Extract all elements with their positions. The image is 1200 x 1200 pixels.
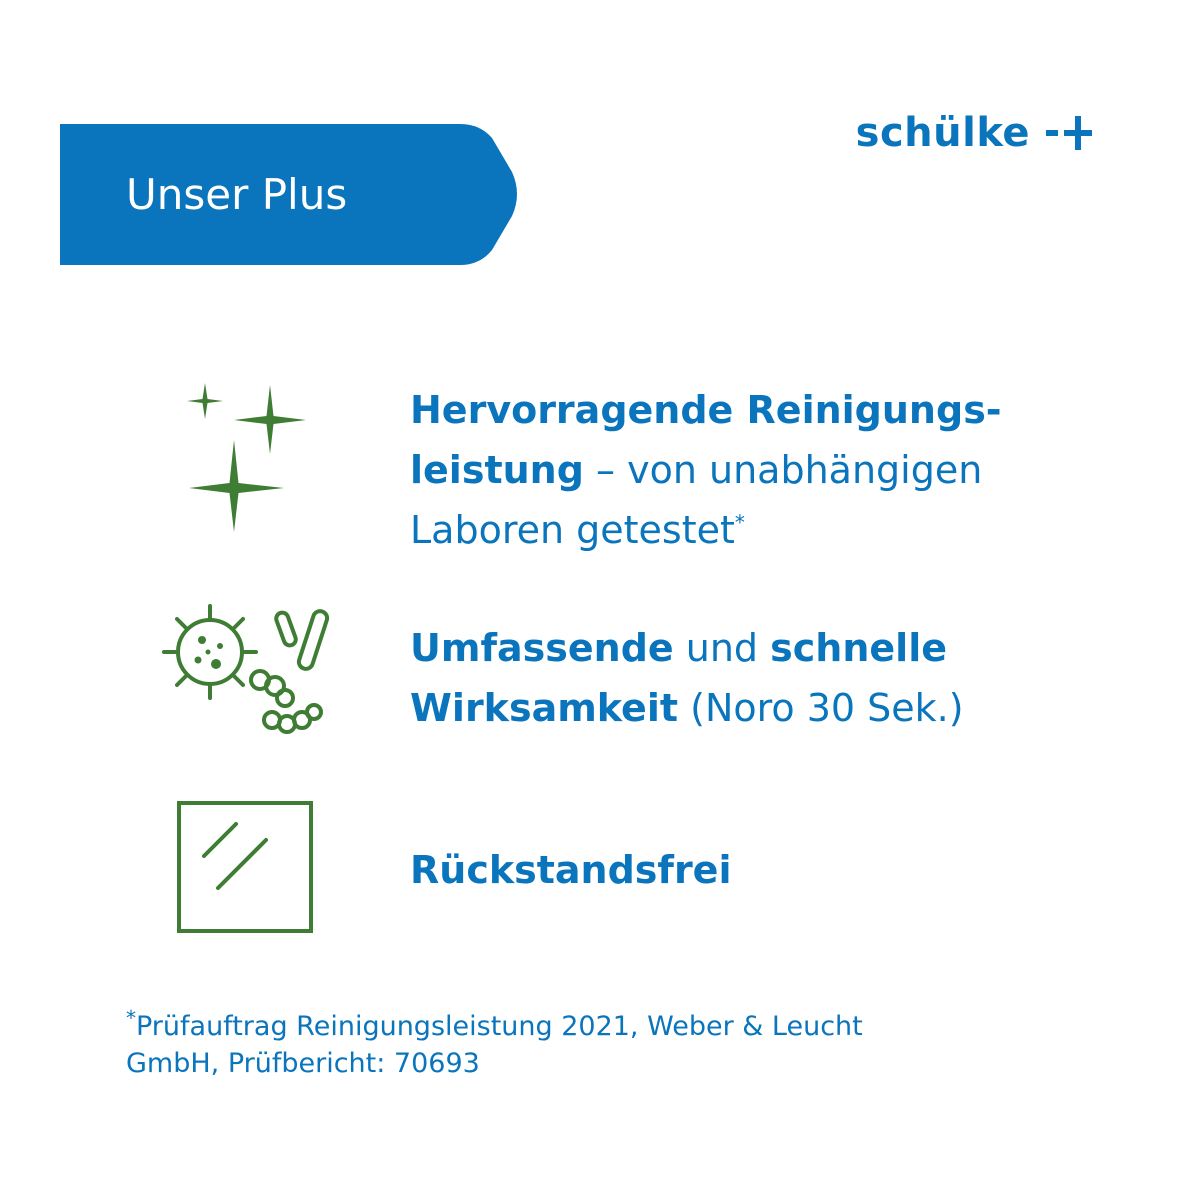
- footnote: [126, 1008, 1026, 1082]
- footnote-line-2: GmbH, Prüfbericht: 70693: [126, 1048, 480, 1079]
- germs-icon: [160, 600, 330, 740]
- brand-logo: [856, 108, 1092, 158]
- feature-cleaning: [0, 380, 1200, 550]
- logo-wordmark: schülke: [855, 110, 1030, 156]
- feature-residue-free: [0, 800, 1200, 935]
- sparkle-icon: [180, 380, 320, 540]
- feature-efficacy-bold-3: Wirksamkeit: [410, 686, 679, 730]
- feature-residue-free-text: [410, 840, 1110, 900]
- banner-title: Unser Plus: [126, 170, 348, 219]
- feature-cleaning-bold-1: Hervorragende Reinigungs-: [410, 388, 1002, 432]
- feature-efficacy-text: [410, 618, 1110, 738]
- feature-efficacy-bold-1: Umfassende: [410, 626, 674, 670]
- feature-efficacy-bold-2: schnelle: [770, 626, 948, 670]
- footnote-mark: *: [126, 1006, 136, 1030]
- feature-cleaning-rest-3: Laboren getestet: [410, 508, 735, 552]
- feature-efficacy: [0, 600, 1200, 745]
- feature-cleaning-text: [410, 380, 1110, 560]
- plus-icon: [1046, 116, 1092, 150]
- banner: [60, 124, 520, 265]
- feature-efficacy-mid: und: [685, 626, 759, 670]
- glass-pane-icon: [176, 800, 316, 935]
- footnote-line-1: Prüfauftrag Reinigungsleistung 2021, Weber & Leucht: [136, 1011, 863, 1042]
- feature-residue-free-bold: Rückstandsfrei: [410, 848, 732, 892]
- feature-efficacy-rest: (Noro 30 Sek.): [690, 686, 964, 730]
- footnote-marker: *: [734, 510, 745, 535]
- feature-cleaning-rest-2: – von unabhängigen: [596, 448, 983, 492]
- feature-cleaning-bold-2: leistung: [410, 448, 584, 492]
